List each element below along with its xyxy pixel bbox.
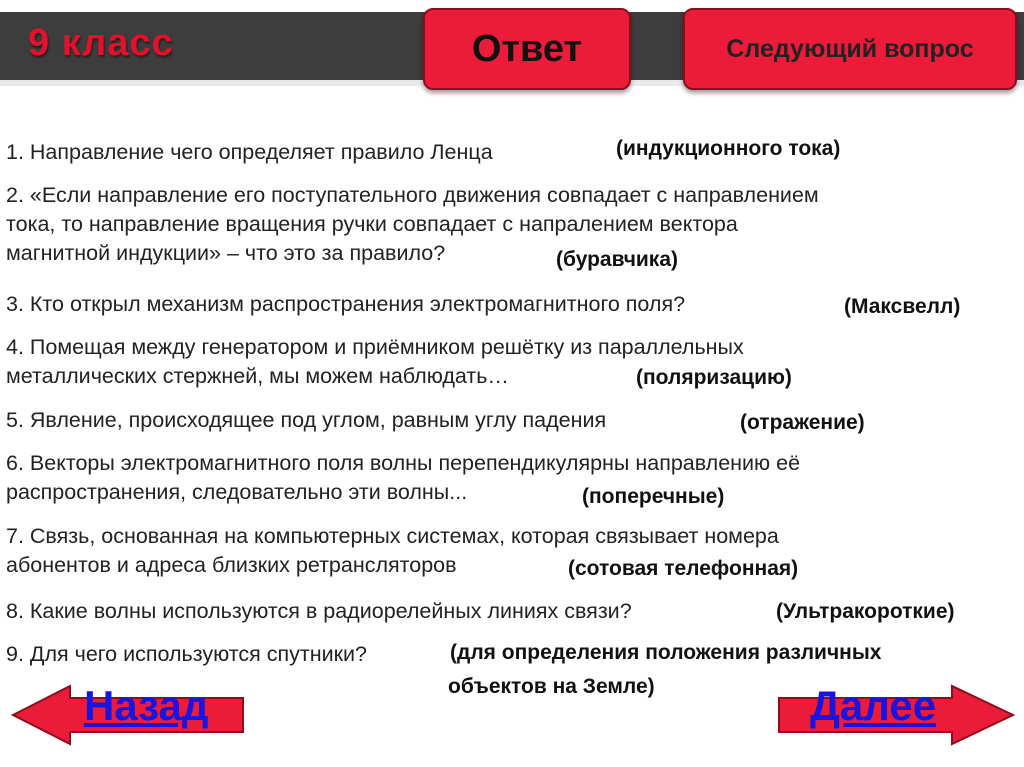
question-text: магнитной индукции» – что это за правило? (6, 241, 446, 265)
question-text: 6. Векторы электромагнитного поля волны перепендикулярны направлению её (6, 451, 801, 475)
question-text: металлических стержней, мы можем наблюдать… (6, 364, 509, 388)
question-text: 9. Для чего используются спутники? (6, 642, 367, 666)
question-3 (6, 290, 685, 319)
question-4 (6, 333, 744, 391)
question-text: 2. «Если направление его поступательного движения совпадает с направлением (6, 183, 819, 207)
answer-2: (буравчика) (556, 248, 678, 271)
answer-8: (Ультракороткие) (776, 600, 955, 623)
question-5 (6, 406, 606, 435)
back-link[interactable]: Назад (84, 682, 209, 729)
answer-4: (поляризацию) (636, 366, 792, 389)
question-text: распространения, следовательно эти волны... (6, 480, 468, 504)
next-question-button[interactable]: Следующий вопрос (683, 8, 1017, 90)
question-text: 3. Кто открыл механизм распространения электромагнитного поля? (6, 292, 686, 316)
next-link[interactable]: Далее (810, 682, 937, 729)
answer-5: (отражение) (740, 411, 865, 434)
next-button[interactable] (776, 684, 1016, 746)
back-button[interactable] (10, 684, 246, 746)
answer-9-line-1: (для определения положения различных (450, 641, 882, 664)
answer-button[interactable]: Ответ (423, 8, 631, 90)
answer-3: (Максвелл) (844, 295, 961, 318)
answer-1: (индукционного тока) (616, 137, 841, 160)
question-9 (6, 640, 367, 669)
question-2 (6, 181, 819, 268)
answer-6: (поперечные) (582, 485, 725, 508)
question-text: 1. Направление чего определяет правило Ленца (6, 140, 493, 164)
answer-9-line-2: объектов на Земле) (448, 675, 655, 698)
question-1 (6, 138, 493, 167)
question-8 (6, 597, 632, 626)
answer-7: (сотовая телефонная) (568, 557, 799, 580)
question-text: 4. Помещая между генератором и приёмником решётку из параллельных (6, 335, 744, 359)
question-text: абонентов и адреса близких ретрансляторов (6, 553, 457, 577)
grade-title: 9 класс (28, 22, 174, 64)
question-text: 8. Какие волны используются в радиорелейных линиях связи? (6, 599, 632, 623)
question-text: 7. Связь, основанная на компьютерных системах, которая связывает номера (6, 524, 779, 548)
question-text: тока, то направление вращения ручки совпадает с напралением вектора (6, 212, 738, 236)
question-text: 5. Явление, происходящее под углом, равным углу падения (6, 408, 607, 432)
